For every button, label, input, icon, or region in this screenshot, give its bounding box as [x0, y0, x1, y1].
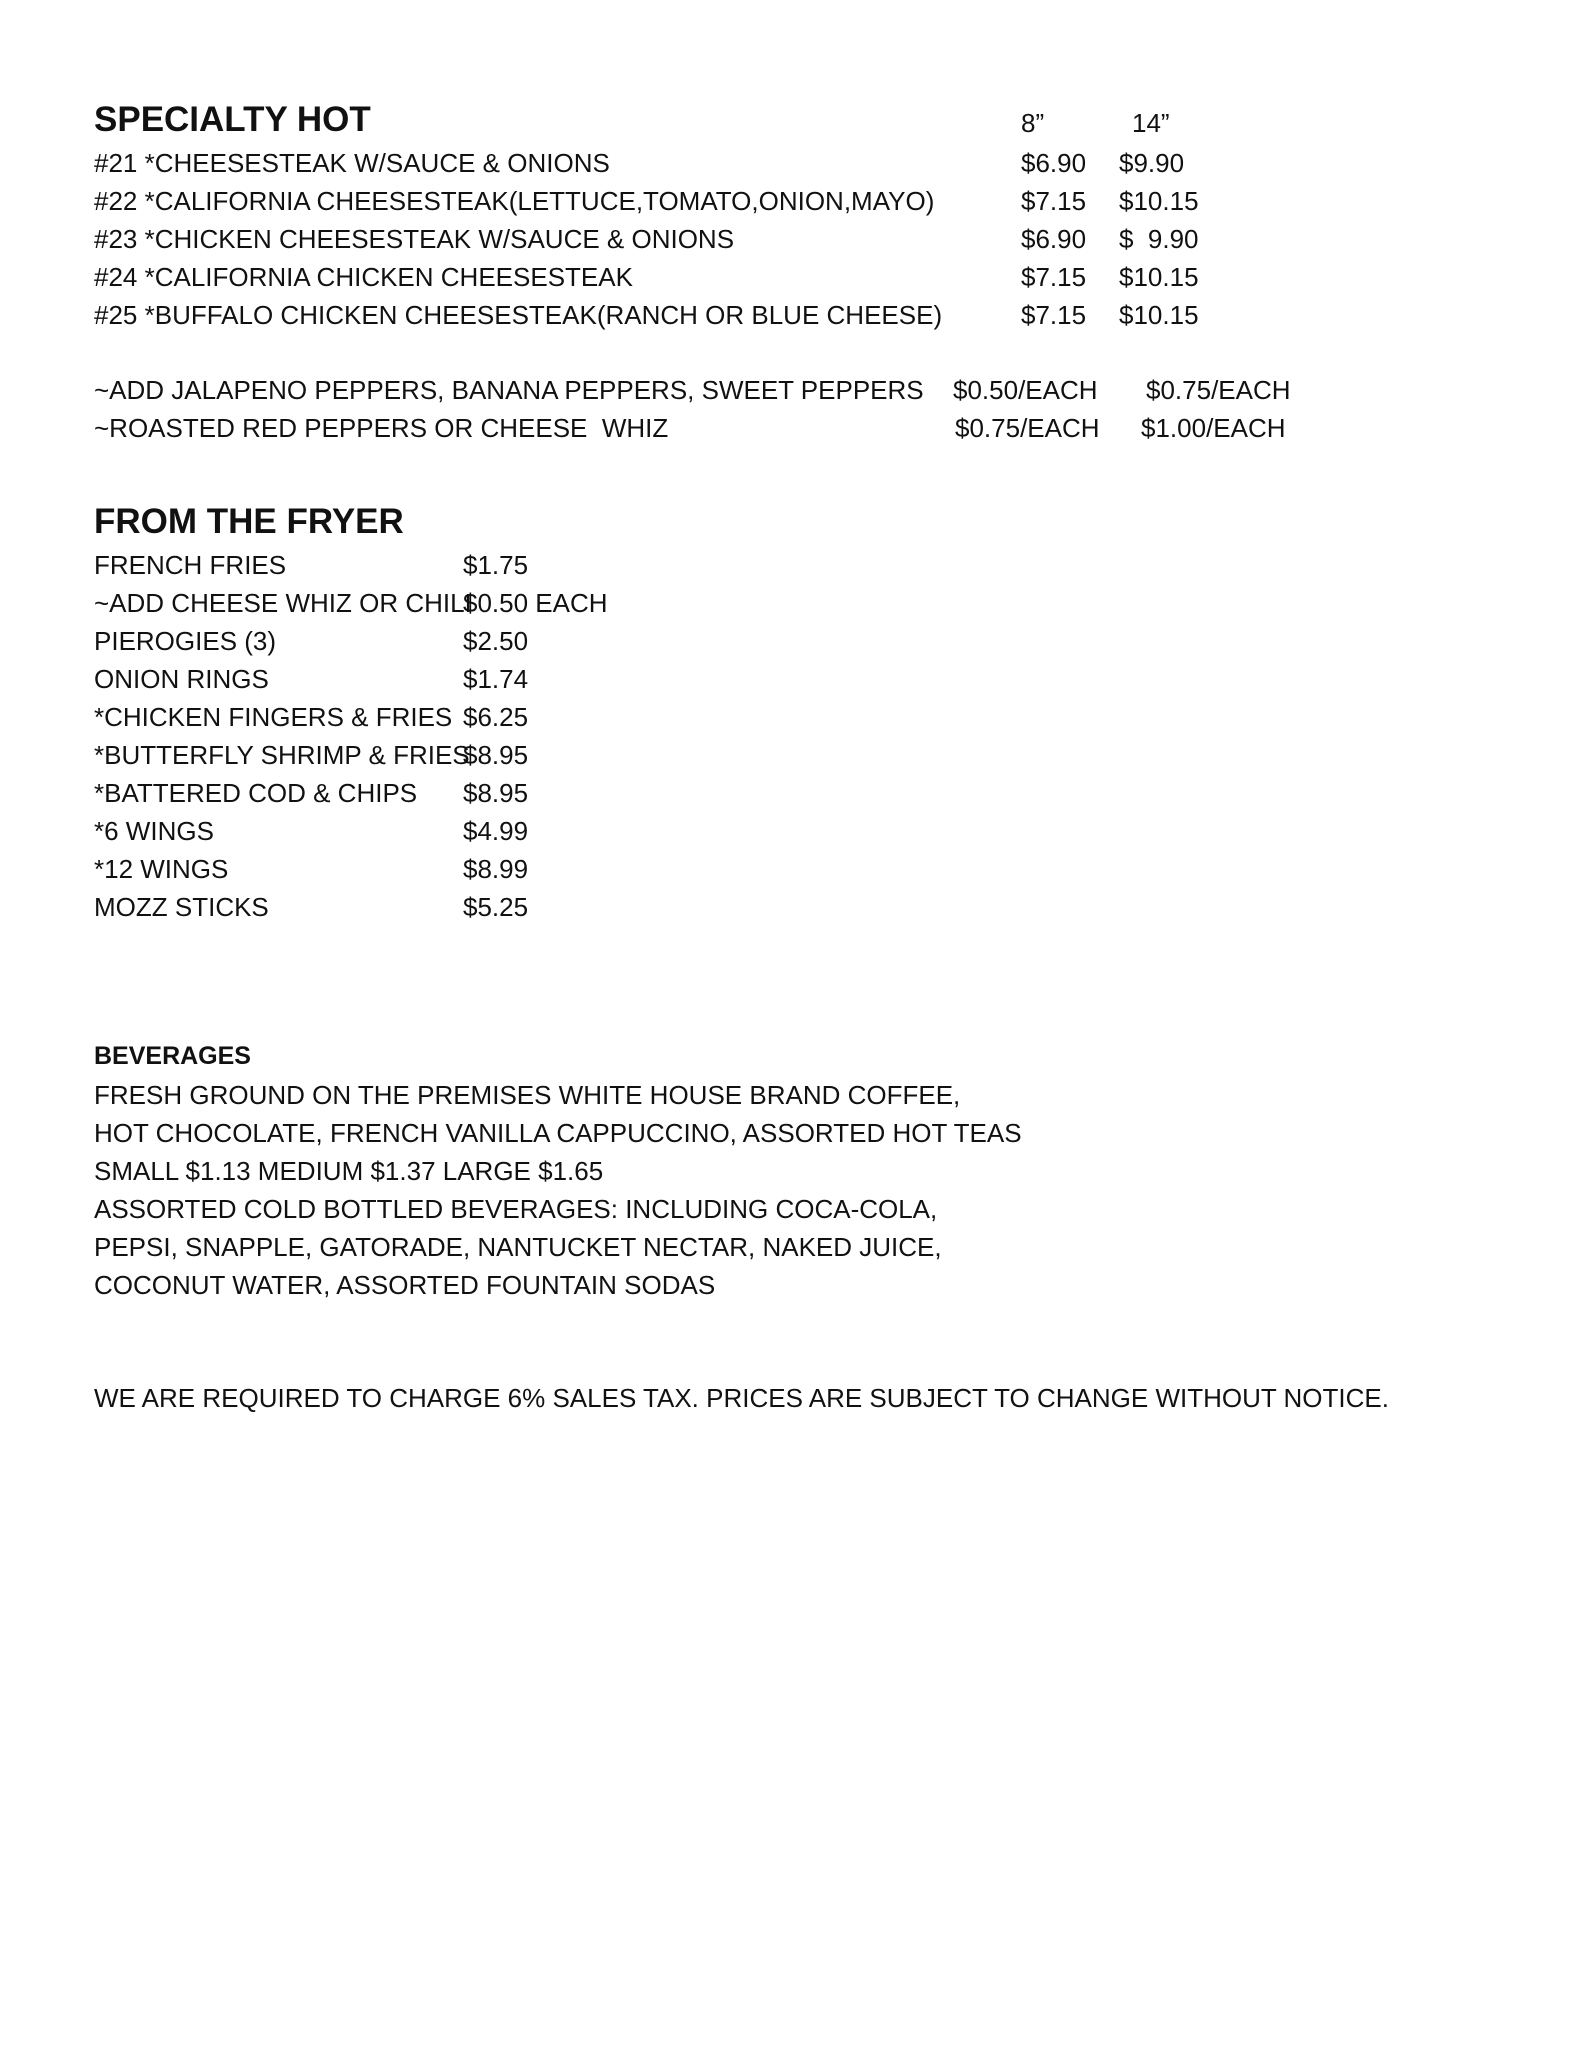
addon-price-8in: $0.50/EACH	[953, 375, 1098, 405]
fryer-item-price: $1.75	[463, 550, 529, 580]
menu-item-price-14in: $10.15	[1119, 262, 1199, 292]
menu-item-price-14in: $9.90	[1119, 148, 1185, 178]
fryer-item-price: $2.50	[463, 626, 529, 656]
beverages-line: FRESH GROUND ON THE PREMISES WHITE HOUSE BRAND COFFEE,	[94, 1080, 961, 1110]
fryer-item-name: FRENCH FRIES	[94, 550, 287, 580]
size-header-8in: 8”	[1021, 108, 1045, 138]
menu-item-price-8in: $6.90	[1021, 224, 1087, 254]
fryer-item-name: ~ADD CHEESE WHIZ OR CHILI	[94, 588, 472, 618]
addon-price-14in: $1.00/EACH	[1141, 413, 1286, 443]
fryer-item-name: MOZZ STICKS	[94, 892, 269, 922]
menu-item-price-14in: $ 9.90	[1119, 224, 1199, 254]
menu-item-name: #22 *CALIFORNIA CHEESESTEAK(LETTUCE,TOMATO,ONION,MAYO)	[94, 186, 935, 216]
fryer-item-price: $6.25	[463, 702, 529, 732]
addon-price-8in: $0.75/EACH	[955, 413, 1100, 443]
fryer-item-price: $8.95	[463, 740, 529, 770]
fryer-item-price: $8.95	[463, 778, 529, 808]
fryer-item-price: $1.74	[463, 664, 529, 694]
tax-notice: WE ARE REQUIRED TO CHARGE 6% SALES TAX. PRICES ARE SUBJECT TO CHANGE WITHOUT NOTICE.	[94, 1383, 1389, 1413]
fryer-item-price: $0.50 EACH	[463, 588, 608, 618]
addon-name: ~ROASTED RED PEPPERS OR CHEESE WHIZ	[94, 413, 669, 443]
addon-name: ~ADD JALAPENO PEPPERS, BANANA PEPPERS, SWEET PEPPERS	[94, 375, 924, 405]
fryer-heading: FROM THE FRYER	[94, 502, 404, 541]
beverages-line: COCONUT WATER, ASSORTED FOUNTAIN SODAS	[94, 1270, 716, 1300]
fryer-item-name: *CHICKEN FINGERS & FRIES	[94, 702, 453, 732]
menu-item-price-8in: $7.15	[1021, 186, 1087, 216]
menu-item-price-8in: $7.15	[1021, 262, 1087, 292]
fryer-item-name: *BUTTERFLY SHRIMP & FRIES	[94, 740, 470, 770]
menu-item-price-14in: $10.15	[1119, 186, 1199, 216]
menu-item-price-8in: $6.90	[1021, 148, 1087, 178]
fryer-item-name: ONION RINGS	[94, 664, 269, 694]
fryer-item-name: *6 WINGS	[94, 816, 214, 846]
size-header-14in: 14”	[1132, 108, 1170, 138]
menu-item-name: #21 *CHEESESTEAK W/SAUCE & ONIONS	[94, 148, 610, 178]
beverages-line: SMALL $1.13 MEDIUM $1.37 LARGE $1.65	[94, 1156, 604, 1186]
menu-item-price-14in: $10.15	[1119, 300, 1199, 330]
menu-item-price-8in: $7.15	[1021, 300, 1087, 330]
fryer-item-price: $5.25	[463, 892, 529, 922]
fryer-item-price: $8.99	[463, 854, 529, 884]
fryer-item-price: $4.99	[463, 816, 529, 846]
fryer-item-name: PIEROGIES (3)	[94, 626, 277, 656]
addon-price-14in: $0.75/EACH	[1146, 375, 1291, 405]
beverages-line: HOT CHOCOLATE, FRENCH VANILLA CAPPUCCINO, ASSORTED HOT TEAS	[94, 1118, 1022, 1148]
specialty-hot-heading: SPECIALTY HOT	[94, 100, 371, 139]
menu-item-name: #23 *CHICKEN CHEESESTEAK W/SAUCE & ONIONS	[94, 224, 735, 254]
menu-item-name: #24 *CALIFORNIA CHICKEN CHEESESTEAK	[94, 262, 633, 292]
beverages-heading: BEVERAGES	[94, 1042, 251, 1070]
beverages-line: ASSORTED COLD BOTTLED BEVERAGES: INCLUDING COCA-COLA,	[94, 1194, 938, 1224]
beverages-line: PEPSI, SNAPPLE, GATORADE, NANTUCKET NECTAR, NAKED JUICE,	[94, 1232, 942, 1262]
fryer-item-name: *12 WINGS	[94, 854, 229, 884]
fryer-item-name: *BATTERED COD & CHIPS	[94, 778, 418, 808]
menu-item-name: #25 *BUFFALO CHICKEN CHEESESTEAK(RANCH OR BLUE CHEESE)	[94, 300, 943, 330]
